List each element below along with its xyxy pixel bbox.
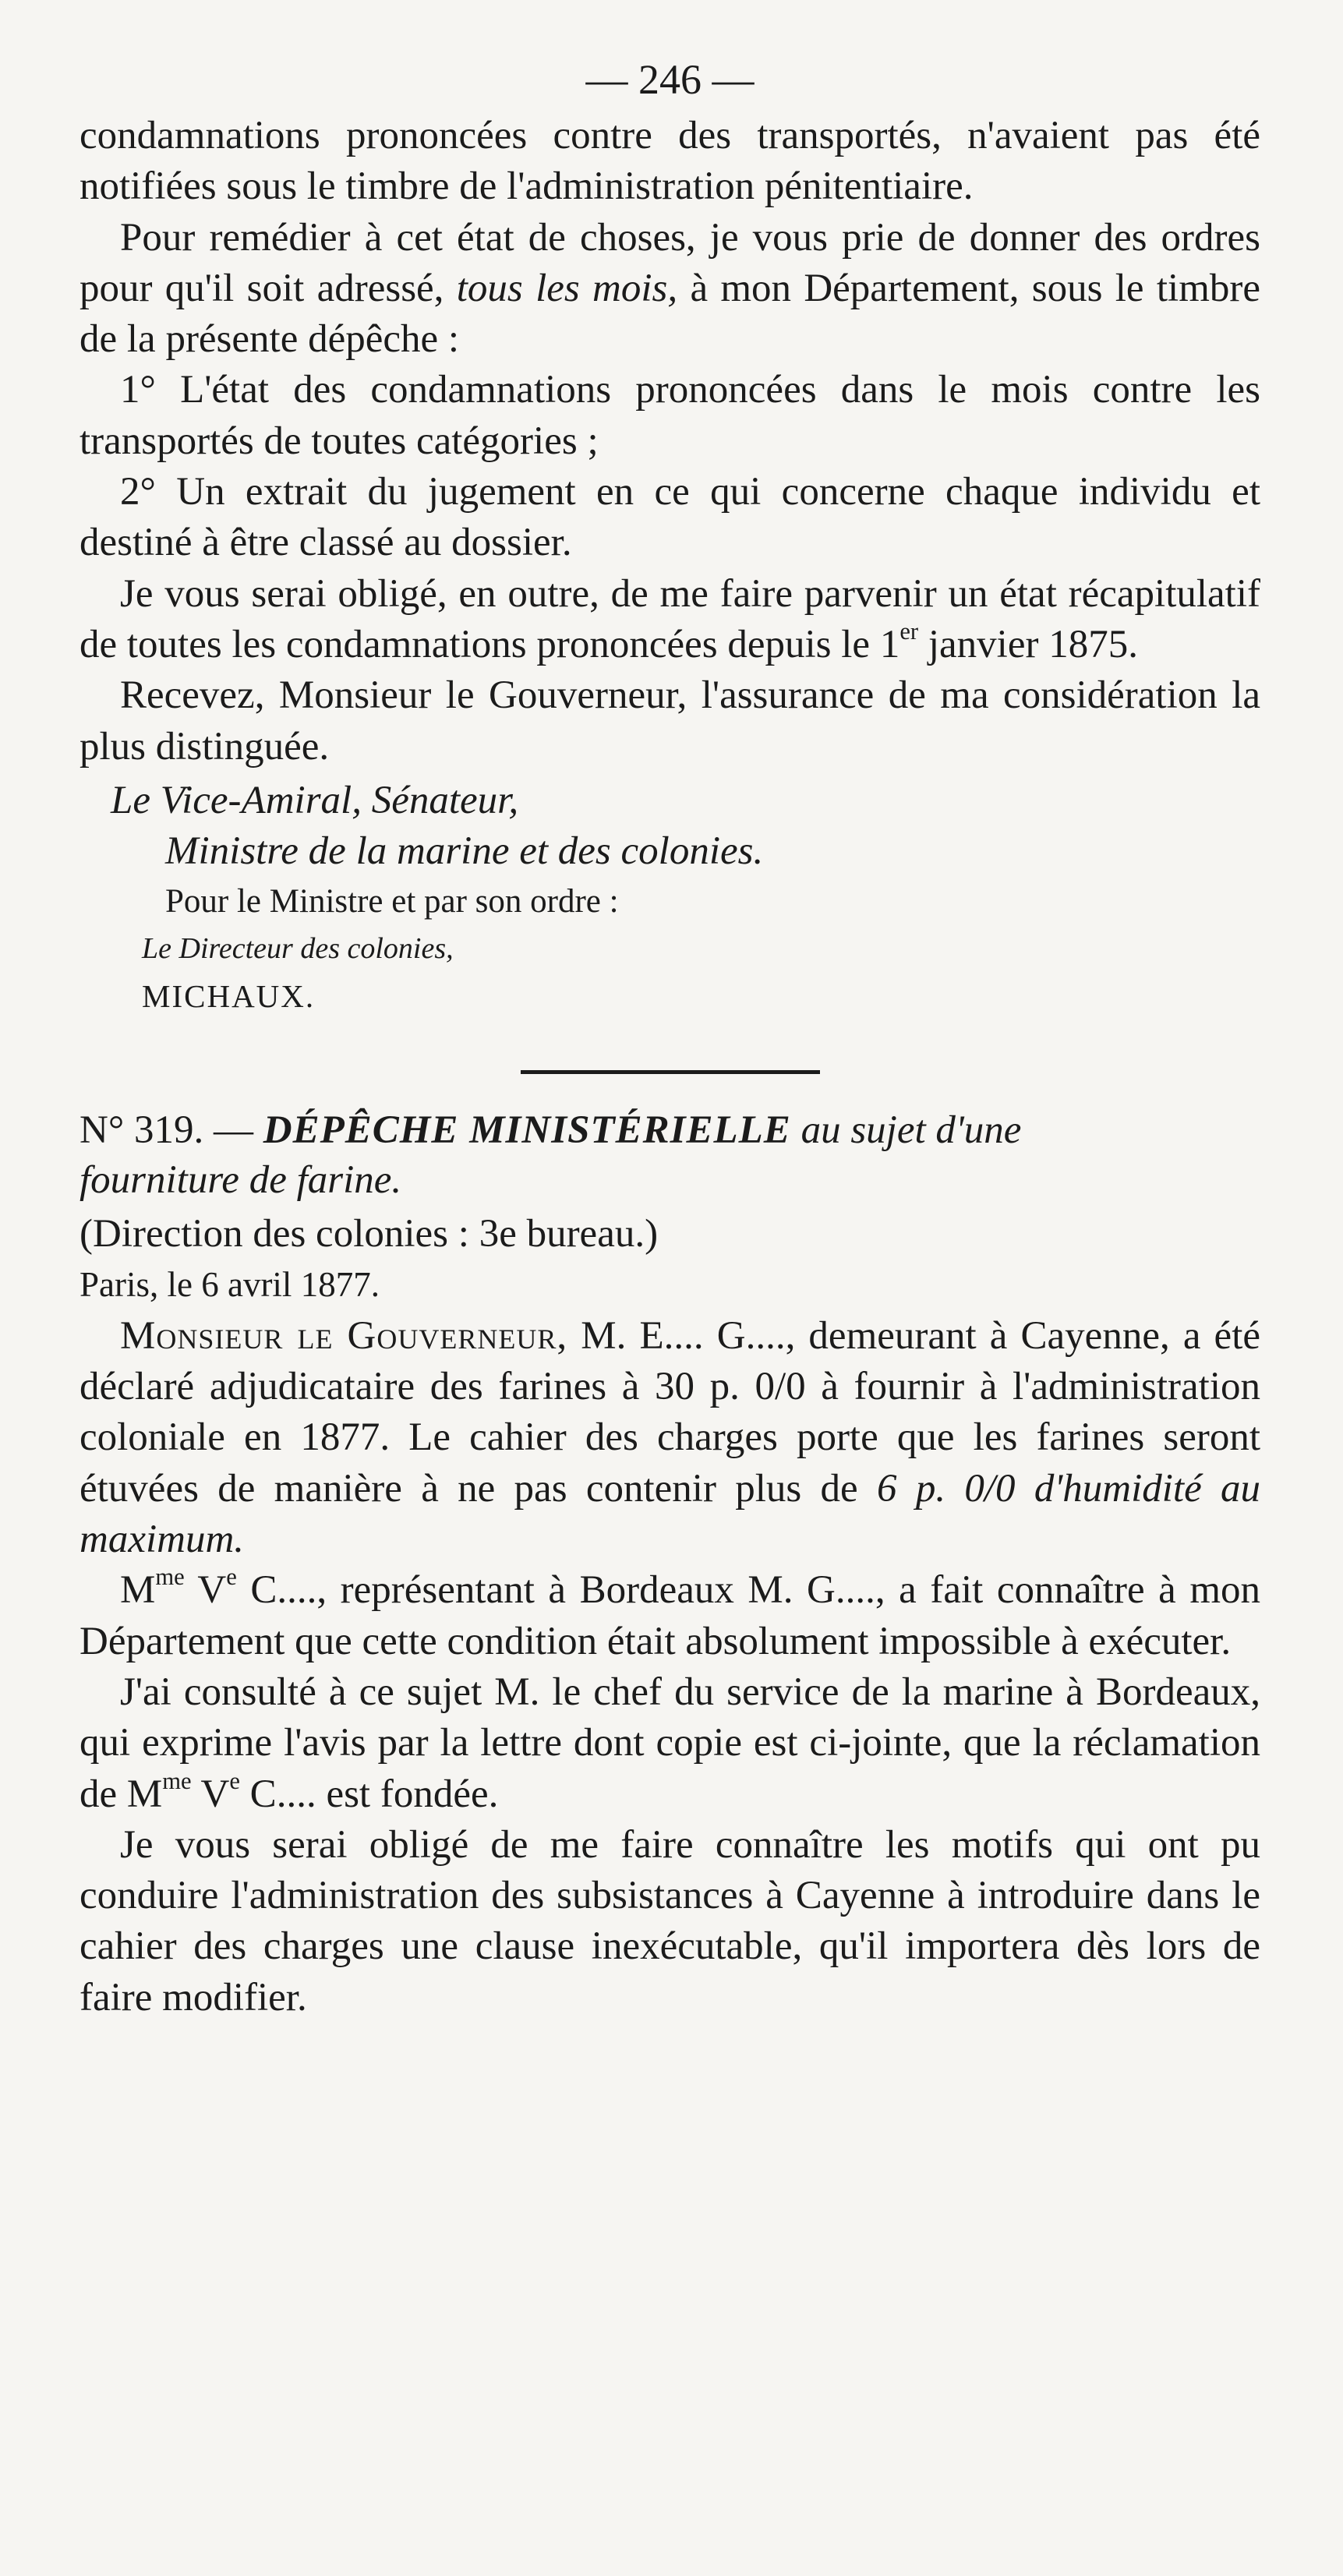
- list-item-2: 2° Un extrait du jugement en ce qui concerne chaque individu et destiné à être classé au dossier.: [80, 470, 1260, 565]
- section-date: Paris, le 6 avril 1877.: [80, 1264, 380, 1304]
- list-item-1: 1° L'état des condamnations prononcées dans le mois contre les transportés de toutes catégories ;: [80, 368, 1260, 463]
- signature-block: [80, 776, 1260, 1021]
- paragraph-request: Pour remédier à cet état de choses, je vous prie de donner des ordres pour qu'il soit adressé, tous les mois, à mon Département, sous le timbre de la présente dépêche :: [80, 215, 1260, 362]
- paragraph-representative: $M^{me}$ Ve C...., représentant à Bordeaux M. G...., a fait connaître à mon Département que cette condition était absolument impossible à exécuter.: [80, 1564, 1260, 1663]
- paragraph-adjudication: Monsieur le Gouverneur, M. E.... G...., demeurant à Cayenne, a été déclaré adjudicataire des farines à 30 p. 0/0 à fournir à l'administration coloniale en 1877. Le cahier des charges porte que les farines seront étuvées de manière à ne pas contenir plus de 6 p. 0/0 d'humidité au maximum.: [80, 1313, 1261, 1562]
- emphasis-monthly: tous les mois,: [456, 266, 678, 310]
- paragraph-closing: Recevez, Monsieur le Gouverneur, l'assurance de ma considération la plus distinguée.: [80, 673, 1260, 769]
- section-divider: [521, 1070, 820, 1074]
- page-number: — 246 —: [585, 56, 755, 103]
- signature-line-4: Le Directeur des colonies,: [142, 931, 454, 965]
- paragraph-recap: Je vous serai obligé, en outre, de me faire parvenir un état récapitulatif de toutes les condamnations prononcées depuis le 1er janvier 1875.: [80, 571, 1260, 666]
- document-page: [80, 53, 1260, 2023]
- signature-line-1: Le Vice-Amiral, Sénateur,: [111, 778, 519, 822]
- signature-name: MICHAUX.: [142, 977, 316, 1014]
- paragraph-consultation: J'ai consulté à ce sujet M. le chef du service de la marine à Bordeaux, qui exprime l'avis par la lettre dont copie est ci-jointe, que la réclamation de $M^{me}$ Ve C.... est fondée.: [80, 1670, 1260, 1816]
- paragraph-request-motives: Je vous serai obligé de me faire connaître les motifs qui ont pu conduire l'administration des subsistances à Cayenne à introduire dans le cahier des charges une clause inexécutable, qu'il importera dès lors de faire modifier.: [80, 1822, 1260, 2019]
- section-direction: (Direction des colonies : 3e bureau.): [80, 1211, 659, 1256]
- paragraph-continuation: condamnations prononcées contre des transportés, n'avaient pas été notifiées sous le timbre de l'administration pénitentiaire.: [80, 114, 1260, 209]
- section-heading: N° 319. — DÉPÊCHE MINISTÉRIELLE au sujet d'une fourniture de farine.: [80, 1108, 1022, 1202]
- signature-line-2: Ministre de la marine et des colonies.: [165, 829, 764, 873]
- signature-line-3: Pour le Ministre et par son ordre :: [165, 882, 619, 920]
